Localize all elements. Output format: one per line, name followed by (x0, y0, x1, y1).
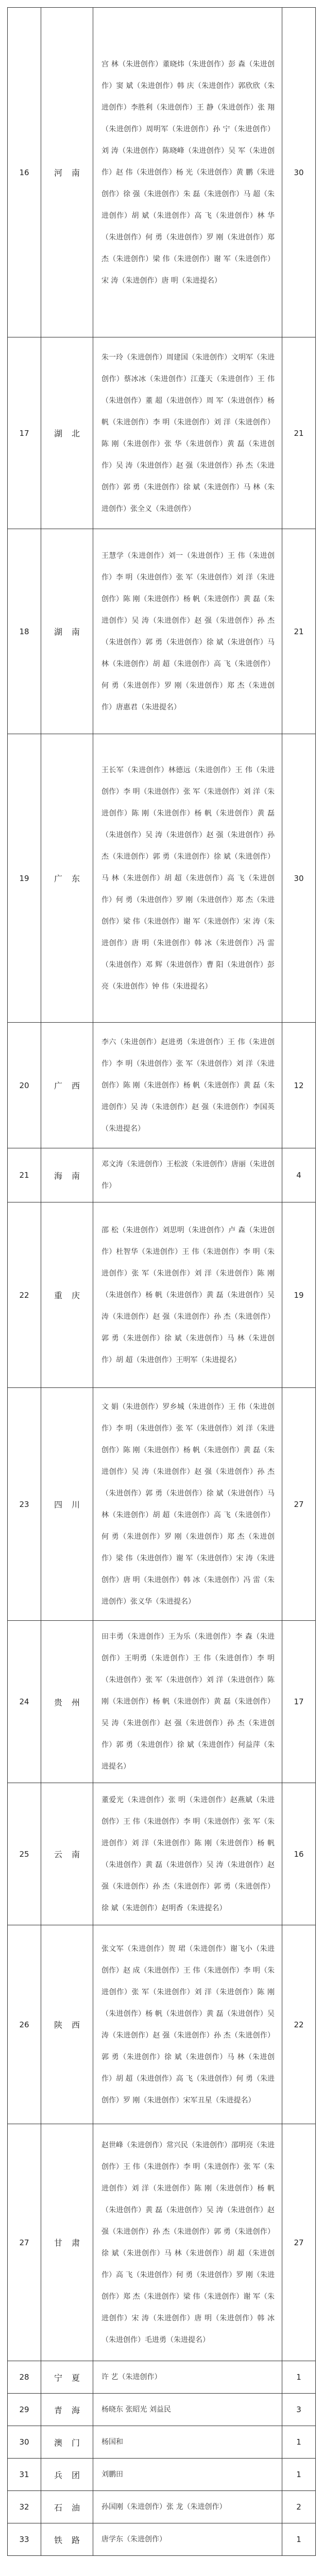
province-name: 广东 (41, 734, 93, 1023)
province-row (8, 2426, 316, 2459)
member-names: 许 艺（朱进创作） (93, 2361, 282, 2394)
member-count: 17 (282, 1621, 316, 1783)
row-number: 23 (8, 1388, 41, 1621)
row-number: 28 (8, 2361, 41, 2394)
province-row (8, 1148, 316, 1202)
member-count: 30 (282, 734, 316, 1023)
province-row (8, 734, 316, 1023)
row-number: 21 (8, 1148, 41, 1202)
province-row (8, 1925, 316, 2124)
province-name: 湖南 (41, 529, 93, 734)
province-row (8, 337, 316, 529)
province-row (8, 2394, 316, 2426)
member-names: 赵世峰（朱进创作）常兴民（朱进创作）邵明亮（朱进创作）王 伟（朱进创作）李 明（朱进创作）张 军（朱进创作）刘 洋（朱进创作）陈 刚（朱进创作）杨 帆（朱进创作）黄 磊（朱进创作）吴 涛（朱进创作）赵 强（朱进创作）孙 杰（朱进创作）郭 勇（朱进创作）徐 斌（朱进创作）马 林（朱进创作）胡 超（朱进创作）高 飞（朱进创作）何 勇（朱进创作）罗 刚（朱进创作）郑 杰（朱进创作）梁 伟（朱进创作）谢 军（朱进创作）宋 涛（朱进创作）唐 明（朱进创作）韩 冰（朱进创作）毛进勇（朱进提名） (93, 2124, 282, 2361)
row-number: 20 (8, 1023, 41, 1148)
province-row (8, 1388, 316, 1621)
member-names: 田丰勇（朱进创作）王为乐（朱进创作）李 森（朱进创作）王明勇（朱进创作）王 伟（朱进创作）李 明（朱进创作）张 军（朱进创作）刘 洋（朱进创作）陈 刚（朱进创作）杨 帆（朱进创作）黄 磊（朱进创作）吴 涛（朱进创作）赵 强（朱进创作）孙 杰（朱进创作）郭 勇（朱进创作）徐 斌（朱进创作）何益萍（朱进提名） (93, 1621, 282, 1783)
province-name: 兵团 (41, 2459, 93, 2491)
member-names: 邵 松（朱进创作）刘思明（朱进创作）卢 森（朱进创作）杜智华（朱进创作）王 伟（朱进创作）李 明（朱进创作）张 军（朱进创作）刘 洋（朱进创作）陈 刚（朱进创作）杨 帆（朱进创作）黄 磊（朱进创作）吴 涛（朱进创作）赵 强（朱进创作）孙 杰（朱进创作）郭 勇（朱进创作）徐 斌（朱进创作）马 林（朱进创作）胡 超（朱进创作）王明军（朱进提名） (93, 1202, 282, 1388)
province-name: 澳门 (41, 2426, 93, 2459)
member-count: 21 (282, 529, 316, 734)
province-name: 贵州 (41, 1621, 93, 1783)
member-names: 张文军（朱进创作）贺 珺（朱进创作）谢飞小（朱进创作）赵 成（朱进创作）王 伟（朱进创作）李 明（朱进创作）张 军（朱进创作）刘 洋（朱进创作）陈 刚（朱进创作）杨 帆（朱进创作）黄 磊（朱进创作）吴 涛（朱进创作）赵 强（朱进创作）孙 杰（朱进创作）郭 勇（朱进创作）徐 斌（朱进创作）马 林（朱进创作）胡 超（朱进创作）高 飞（朱进创作）何 勇（朱进创作）罗 刚（朱进创作）宋军丑星（朱进提名） (93, 1925, 282, 2124)
member-count: 2 (282, 2491, 316, 2523)
row-number: 17 (8, 337, 41, 529)
member-count: 12 (282, 1023, 316, 1148)
member-count: 4 (282, 1148, 316, 1202)
row-number: 30 (8, 2426, 41, 2459)
row-number: 27 (8, 2124, 41, 2361)
province-name: 湖北 (41, 337, 93, 529)
member-names: 杨晓东 张昭光 刘益民 (93, 2394, 282, 2426)
member-count: 16 (282, 1783, 316, 1925)
member-names: 孙国刚（朱进创作）张 龙（朱进创作） (93, 2491, 282, 2523)
province-name: 四川 (41, 1388, 93, 1621)
province-row (8, 1202, 316, 1388)
member-names: 唐学东（朱进创作） (93, 2523, 282, 2556)
province-row (8, 1023, 316, 1148)
province-name: 甘肃 (41, 2124, 93, 2361)
member-count: 22 (282, 1925, 316, 2124)
member-names: 刘鹏田 (93, 2459, 282, 2491)
roster-body (8, 8, 316, 2556)
row-number: 33 (8, 2523, 41, 2556)
province-name: 重庆 (41, 1202, 93, 1388)
row-number: 32 (8, 2491, 41, 2523)
province-row (8, 529, 316, 734)
roster-table (7, 7, 316, 2556)
province-name: 广西 (41, 1023, 93, 1148)
province-row (8, 1621, 316, 1783)
row-number: 22 (8, 1202, 41, 1388)
row-number: 26 (8, 1925, 41, 2124)
member-count: 1 (282, 2459, 316, 2491)
member-count: 3 (282, 2394, 316, 2426)
member-names: 杨国和 (93, 2426, 282, 2459)
member-count: 19 (282, 1202, 316, 1388)
row-number: 31 (8, 2459, 41, 2491)
member-count: 1 (282, 2523, 316, 2556)
member-count: 27 (282, 2124, 316, 2361)
province-name: 宁夏 (41, 2361, 93, 2394)
row-number: 25 (8, 1783, 41, 1925)
row-number: 24 (8, 1621, 41, 1783)
province-name: 云南 (41, 1783, 93, 1925)
member-names: 董爱光（朱进创作）张 明（朱进创作）赵燕斌（朱进创作）王 伟（朱进创作）李 明（朱进创作）张 军（朱进创作）刘 洋（朱进创作）陈 刚（朱进创作）杨 帆（朱进创作）黄 磊（朱进创作）吴 涛（朱进创作）赵 强（朱进创作）孙 杰（朱进创作）郭 勇（朱进创作）徐 斌（朱进创作）赵明香（朱进提名） (93, 1783, 282, 1925)
province-name: 河南 (41, 8, 93, 337)
province-name: 铁路 (41, 2523, 93, 2556)
member-count: 1 (282, 2361, 316, 2394)
member-count: 21 (282, 337, 316, 529)
province-row (8, 2124, 316, 2361)
province-row (8, 2523, 316, 2556)
member-names: 王慧学（朱进创作）刘一（朱进创作）王 伟（朱进创作）李 明（朱进创作）张 军（朱进创作）刘 洋（朱进创作）陈 刚（朱进创作）杨 帆（朱进创作）黄 磊（朱进创作）吴 涛（朱进创作）赵 强（朱进创作）孙 杰（朱进创作）郭 勇（朱进创作）徐 斌（朱进创作）马 林（朱进创作）胡 超（朱进创作）高 飞（朱进创作）何 勇（朱进创作）罗 刚（朱进创作）郑 杰（朱进创作）唐惠君（朱进提名） (93, 529, 282, 734)
province-name: 陕西 (41, 1925, 93, 2124)
member-names: 文 娟（朱进创作）罗乡城（朱进创作）王 伟（朱进创作）李 明（朱进创作）张 军（朱进创作）刘 洋（朱进创作）陈 刚（朱进创作）杨 帆（朱进创作）黄 磊（朱进创作）吴 涛（朱进创作）赵 强（朱进创作）孙 杰（朱进创作）郭 勇（朱进创作）徐 斌（朱进创作）马 林（朱进创作）胡 超（朱进创作）高 飞（朱进创作）何 勇（朱进创作）罗 刚（朱进创作）郑 杰（朱进创作）梁 伟（朱进创作）谢 军（朱进创作）宋 涛（朱进创作）唐 明（朱进创作）韩 冰（朱进创作）冯 雷（朱进创作）张义华（朱进提名） (93, 1388, 282, 1621)
province-name: 青海 (41, 2394, 93, 2426)
row-number: 18 (8, 529, 41, 734)
row-number: 16 (8, 8, 41, 337)
member-names: 李六（朱进创作）赵进勇（朱进创作）王 伟（朱进创作）李 明（朱进创作）张 军（朱进创作）刘 洋（朱进创作）陈 刚（朱进创作）杨 帆（朱进创作）黄 磊（朱进创作）吴 涛（朱进创作）赵 强（朱进创作）李国英（朱进提名） (93, 1023, 282, 1148)
province-row (8, 2491, 316, 2523)
member-names: 邓文涛（朱进创作）王松波（朱进创作）唐丽（朱进创作） (93, 1148, 282, 1202)
province-name: 石油 (41, 2491, 93, 2523)
province-row (8, 1783, 316, 1925)
row-number: 29 (8, 2394, 41, 2426)
member-count: 30 (282, 8, 316, 337)
row-number: 19 (8, 734, 41, 1023)
province-row (8, 2361, 316, 2394)
province-row (8, 8, 316, 337)
province-name: 海南 (41, 1148, 93, 1202)
province-row (8, 2459, 316, 2491)
member-count: 1 (282, 2426, 316, 2459)
member-names: 王长军（朱进创作）林德远（朱进创作）王 伟（朱进创作）李 明（朱进创作）张 军（朱进创作）刘 洋（朱进创作）陈 刚（朱进创作）杨 帆（朱进创作）黄 磊（朱进创作）吴 涛（朱进创作）赵 强（朱进创作）孙 杰（朱进创作）郭 勇（朱进创作）徐 斌（朱进创作）马 林（朱进创作）胡 超（朱进创作）高 飞（朱进创作）何 勇（朱进创作）罗 刚（朱进创作）郑 杰（朱进创作）梁 伟（朱进创作）谢 军（朱进创作）宋 涛（朱进创作）唐 明（朱进创作）韩 冰（朱进创作）冯 雷（朱进创作）邓 辉（朱进创作）曹 阳（朱进创作）彭 亮（朱进创作）钟 伟（朱进提名） (93, 734, 282, 1023)
member-names: 朱一玲（朱进创作）周建国（朱进创作）文明军（朱进创作）蔡冰冰（朱进创作）江蓬天（朱进创作）王 伟（朱进创作）董 超（朱进创作）周 军（朱进创作）杨 帆（朱进创作）李 明（朱进创作）刘 洋（朱进创作）陈 刚（朱进创作）张 华（朱进创作）黄 磊（朱进创作）吴 涛（朱进创作）赵 强（朱进创作）孙 杰（朱进创作）郭 勇（朱进创作）徐 斌（朱进创作）马 林（朱进创作）张全义（朱进创作） (93, 337, 282, 529)
member-count: 27 (282, 1388, 316, 1621)
member-names: 宫 林（朱进创作）董晓炜（朱进创作）彭 森（朱进创作）窦 斌（朱进创作）韩 庆（朱进创作）郭欣欣（朱进创作）李胜利（朱进创作）王 静（朱进创作）张 翔（朱进创作）周明军（朱进创作）孙 宁（朱进创作）刘 涛（朱进创作）陈晓峰（朱进创作）吴 军（朱进创作）赵 伟（朱进创作）杨 光（朱进创作）黄 鹏（朱进创作）徐 强（朱进创作）朱 磊（朱进创作）马 超（朱进创作）胡 斌（朱进创作）高 飞（朱进创作）林 华（朱进创作）何 勇（朱进创作）罗 刚（朱进创作）郑 杰（朱进创作）梁 伟（朱进创作）谢 军（朱进创作）宋 涛（朱进创作）唐 明（朱进提名） (93, 8, 282, 337)
